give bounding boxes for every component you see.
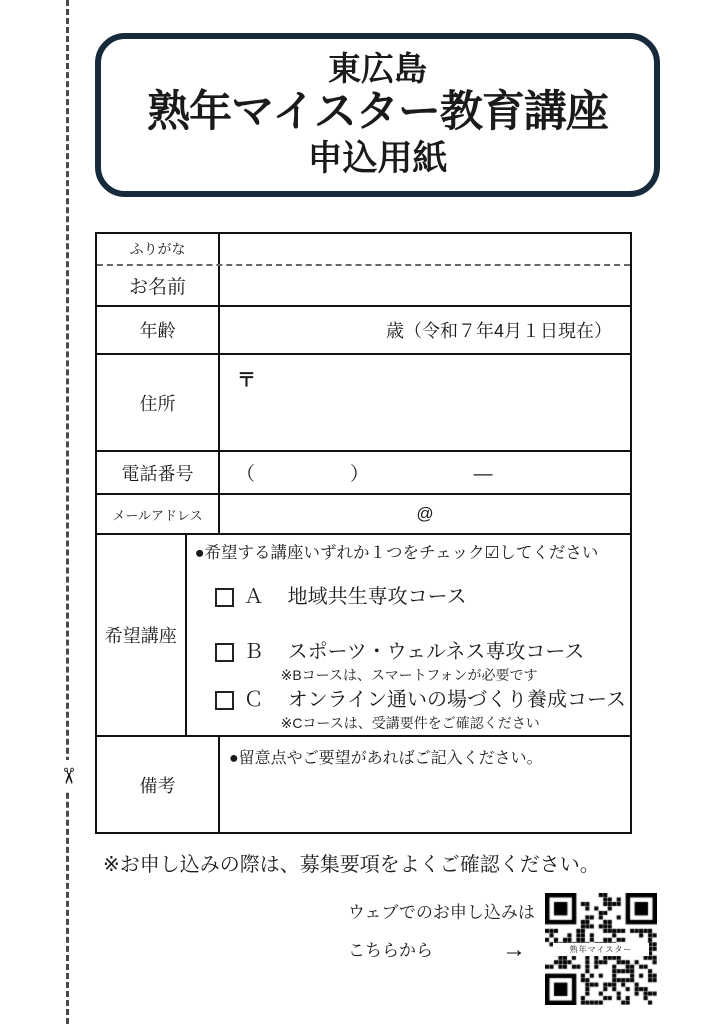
- course-b-note: ※Bコースは、スマートフォンが必要です: [280, 667, 538, 683]
- course-option-b: [195, 638, 626, 666]
- course-option-c: [195, 686, 626, 714]
- scissors-icon-wrap: [55, 760, 81, 792]
- web-apply-line1: ウェブでのお申し込みは: [348, 903, 535, 922]
- course-options-area: [187, 535, 630, 735]
- course-c-name: オンライン通いの場づくり養成コース: [287, 689, 626, 711]
- furigana-row: [97, 234, 630, 266]
- course-option-a: [195, 583, 626, 611]
- checkbox-course-b[interactable]: [215, 643, 234, 662]
- course-c-letter: Ｃ: [243, 689, 264, 711]
- course-instruction: ●希望する講座いずれか１つをチェック☑してください: [194, 544, 599, 562]
- address-label: 住所: [97, 355, 220, 450]
- course-row: [97, 535, 630, 737]
- course-b-name: スポーツ・ウェルネス専攻コース: [287, 641, 585, 663]
- application-form-table: [95, 232, 632, 834]
- age-input-area[interactable]: [220, 307, 630, 353]
- title-form-type: 申込用紙: [307, 138, 448, 178]
- qr-code-label: 熟年マイスター: [553, 943, 649, 956]
- phone-row: [97, 452, 630, 495]
- checkbox-course-a[interactable]: [215, 588, 234, 607]
- remarks-label: 備考: [97, 737, 220, 832]
- address-input-area[interactable]: [220, 355, 630, 450]
- course-a-letter: Ａ: [243, 586, 264, 608]
- checkbox-course-c[interactable]: [215, 691, 234, 710]
- name-input-area[interactable]: [220, 266, 630, 305]
- remarks-row: [97, 737, 630, 832]
- name-row: [97, 266, 630, 307]
- course-label: 希望講座: [97, 535, 187, 735]
- course-a-name: 地域共生専攻コース: [287, 586, 467, 608]
- cut-line: [66, 0, 69, 1024]
- phone-label: 電話番号: [97, 452, 220, 493]
- web-apply-line2: こちらから: [348, 940, 433, 960]
- at-sign-text: @: [416, 504, 434, 523]
- age-row: [97, 307, 630, 355]
- age-unit-text: 歳（令和７年4月１日現在）: [385, 321, 612, 341]
- age-label: 年齢: [97, 307, 220, 353]
- footer-note: ※お申し込みの際は、募集要項をよくご確認ください。: [103, 854, 600, 876]
- title-box: [95, 33, 660, 197]
- remarks-instruction: ●留意点やご要望があればご記入ください。: [229, 750, 543, 767]
- email-label: メールアドレス: [97, 495, 220, 533]
- right-arrow-icon: →: [502, 936, 526, 964]
- furigana-input-area[interactable]: [220, 234, 630, 264]
- phone-input-area[interactable]: [220, 452, 630, 493]
- web-apply-text: [348, 897, 540, 973]
- address-row: [97, 355, 630, 452]
- name-label: お名前: [97, 266, 220, 305]
- title-region: 東広島: [328, 50, 427, 88]
- email-input-area[interactable]: [220, 495, 630, 533]
- qr-code: [545, 893, 657, 1005]
- phone-format-text: （ ） ―: [236, 464, 493, 485]
- remarks-input-area[interactable]: [220, 737, 630, 832]
- page-title: 熟年マイスター教育講座: [147, 88, 608, 137]
- course-b-letter: Ｂ: [243, 641, 264, 663]
- postal-mark: 〒: [237, 370, 257, 391]
- furigana-label: ふりがな: [97, 234, 220, 264]
- scissors-icon: ✂: [56, 766, 81, 786]
- course-c-note: ※Cコースは、受講要件をご確認ください: [280, 715, 540, 731]
- email-row: [97, 495, 630, 535]
